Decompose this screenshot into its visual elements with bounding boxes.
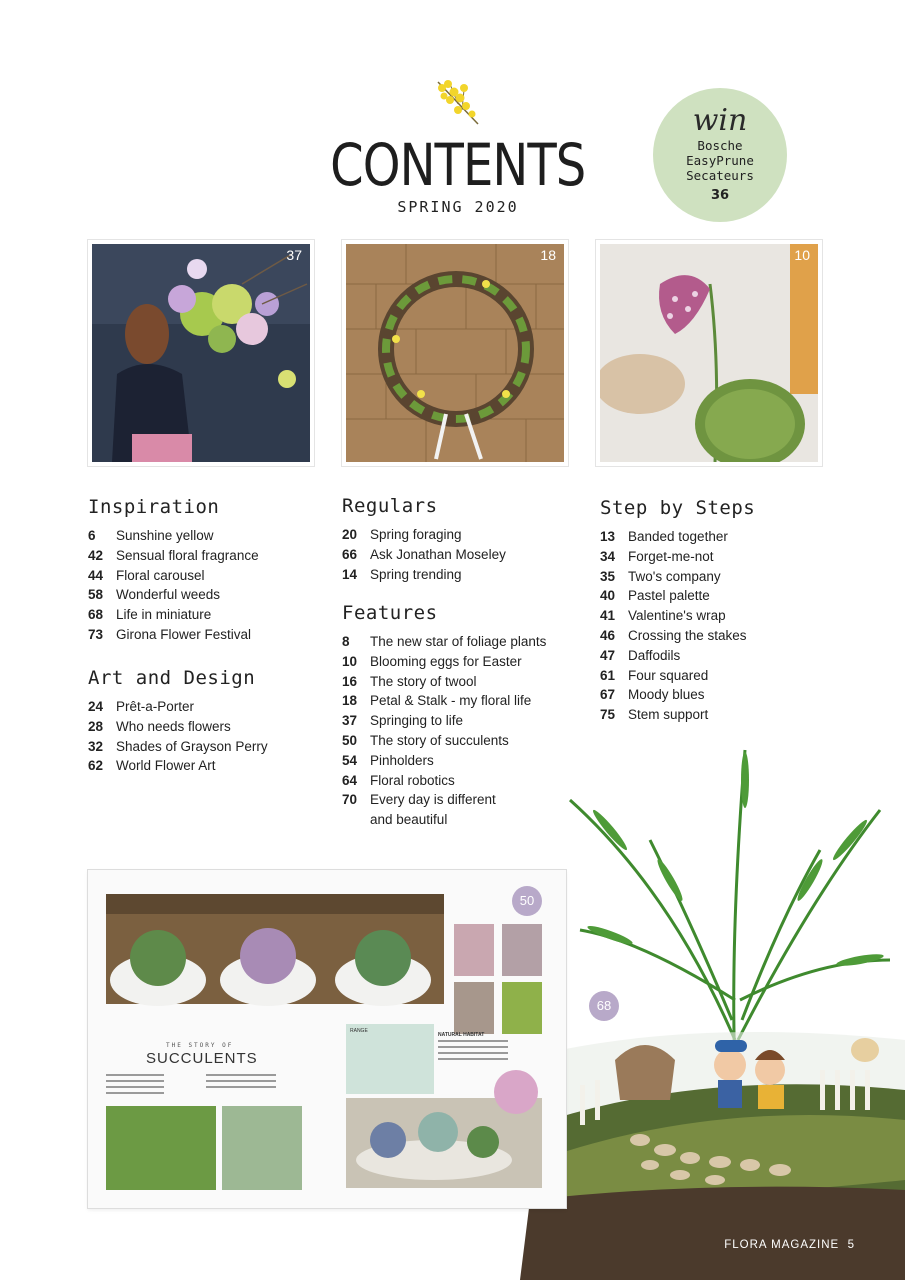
spread-kicker: THE STORY OF — [166, 1042, 234, 1049]
section-heading: Inspiration — [88, 496, 220, 518]
contents-item[interactable]: 14 Spring trending — [342, 566, 462, 582]
spread-title: SUCCULENTS — [146, 1050, 258, 1067]
contents-item[interactable]: 44 Floral carousel — [88, 567, 205, 583]
contents-item[interactable]: 41 Valentine's wrap — [600, 608, 726, 624]
contents-item[interactable]: 6 Sunshine yellow — [88, 528, 214, 543]
contents-item[interactable]: 24 Prêt-a-Porter — [88, 699, 195, 714]
issue-label: SPRING 2020 — [397, 198, 519, 216]
contents-item[interactable]: 47 Daffodils — [600, 647, 681, 663]
spread-preview-succulents[interactable] — [88, 870, 566, 1208]
contents-item[interactable]: 35 Two's company — [600, 568, 721, 584]
contents-item[interactable]: 70 Every day is different and beautiful — [342, 792, 496, 828]
page-number: 5 — [847, 1239, 855, 1251]
contents-item[interactable]: 42 Sensual floral fragrance — [88, 547, 259, 563]
contents-item[interactable]: 10 Blooming eggs for Easter — [342, 653, 522, 669]
photo-fritillary[interactable] — [596, 240, 822, 466]
contents-item[interactable]: 58 Wonderful weeds — [88, 587, 221, 603]
contents-item[interactable]: 67 Moody blues — [600, 687, 705, 703]
section-heading: Features — [342, 602, 438, 624]
contents-item[interactable]: 68 Life in miniature — [88, 607, 212, 623]
contents-item[interactable]: 32 Shades of Grayson Perry — [88, 738, 268, 754]
photo-bouquet[interactable] — [88, 240, 314, 466]
spread-range-label: RANGE — [350, 1028, 368, 1034]
contents-item[interactable]: 64 Floral robotics — [342, 772, 455, 788]
win-promo-badge[interactable] — [653, 88, 787, 222]
contents-item[interactable]: 50 The story of succulents — [342, 732, 509, 748]
section-step-by-steps — [600, 497, 840, 725]
contents-item[interactable]: 16 The story of twool — [342, 673, 477, 689]
magazine-name: FLORA MAGAZINE — [724, 1239, 840, 1251]
contents-item[interactable]: 34 Forget-me-not — [600, 548, 714, 564]
photo-page-number: 37 — [286, 247, 302, 263]
win-page-number: 36 — [710, 188, 730, 203]
page-title: CONTENTS — [330, 131, 586, 199]
contents-item[interactable]: 75 Stem support — [600, 707, 709, 723]
section-heading: Step by Steps — [600, 497, 756, 519]
section-heading: Art and Design — [88, 667, 256, 689]
terrarium-page-badge: 68 — [589, 991, 619, 1021]
forsythia-sprig-icon — [428, 74, 486, 132]
contents-item[interactable]: 66 Ask Jonathan Moseley — [342, 546, 506, 562]
photo-terrarium[interactable] — [520, 740, 905, 1280]
section-art-design — [88, 667, 328, 776]
photo-page-number: 18 — [540, 247, 556, 263]
contents-item[interactable]: 28 Who needs flowers — [88, 718, 231, 734]
contents-item[interactable]: 61 Four squared — [600, 667, 709, 683]
contents-item[interactable]: 54 Pinholders — [342, 752, 434, 768]
win-headline: win — [692, 103, 748, 138]
win-prize-line2: EasyPrune — [686, 153, 754, 168]
photo-page-number: 10 — [794, 247, 810, 263]
contents-item[interactable]: 62 World Flower Art — [88, 758, 216, 774]
contents-item[interactable]: 46 Crossing the stakes — [600, 627, 747, 643]
contents-item[interactable]: 40 Pastel palette — [600, 588, 710, 604]
section-inspiration — [88, 496, 328, 645]
section-heading: Regulars — [342, 495, 438, 517]
photo-wreath[interactable] — [342, 240, 568, 466]
win-prize-line3: Secateurs — [686, 168, 754, 183]
contents-item[interactable]: 13 Banded together — [600, 529, 728, 544]
win-prize-line1: Bosche — [697, 138, 743, 153]
contents-item[interactable]: 73 Girona Flower Festival — [88, 626, 252, 642]
spread-natural-habitat-label: NATURAL HABITAT — [438, 1032, 485, 1038]
page-footer — [724, 1239, 855, 1251]
contents-item[interactable]: 37 Springing to life — [342, 713, 464, 729]
contents-item[interactable]: 20 Spring foraging — [342, 527, 462, 542]
contents-item[interactable]: 18 Petal & Stalk - my floral life — [342, 693, 532, 709]
contents-item[interactable]: 8 The new star of foliage plants — [342, 634, 547, 649]
section-regulars — [342, 495, 582, 584]
spread-page-badge: 50 — [512, 886, 542, 916]
